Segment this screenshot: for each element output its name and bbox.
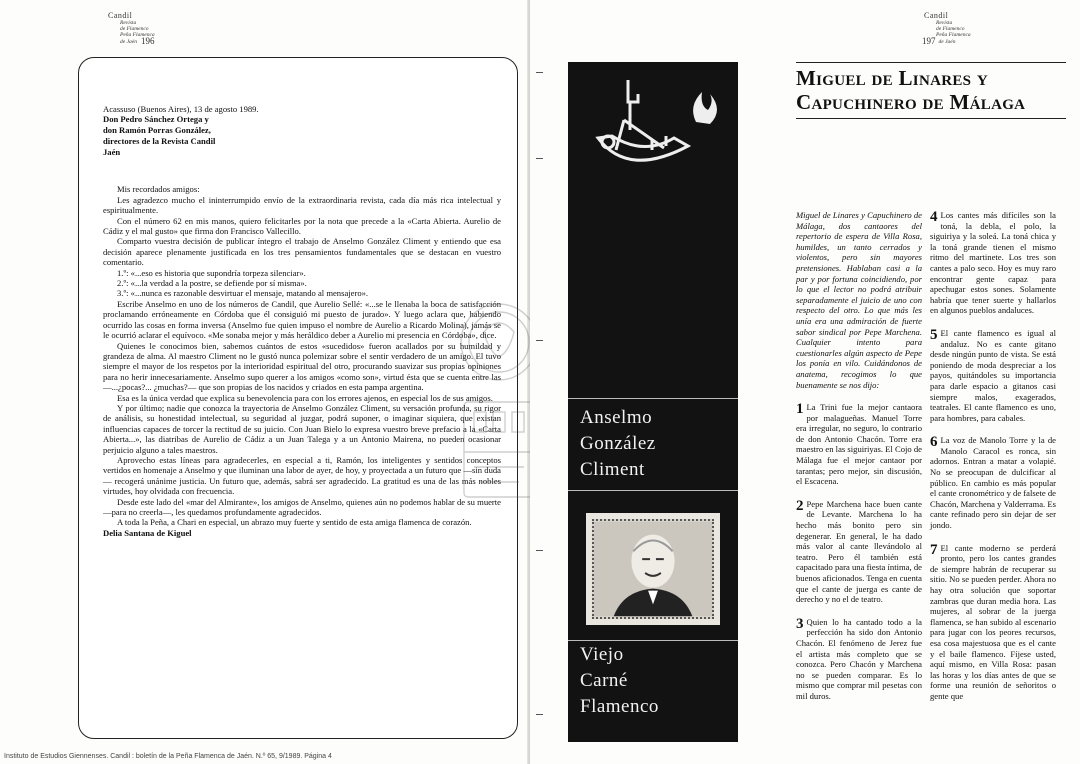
article-item-1 — [796, 402, 922, 487]
item-number: 5 — [930, 326, 938, 343]
recipient-line: Jaén — [103, 147, 121, 158]
item-number: 4 — [930, 209, 938, 225]
item-number: 2 — [796, 497, 804, 514]
portrait-photo — [592, 519, 714, 619]
letter-paragraph: Mis recordados amigos: — [117, 184, 200, 195]
masthead-right — [922, 12, 971, 45]
intro-paragraph: Miguel de Linares y Capuchinero de Málaga, dos cantaores del repertorio de espera de Villa Rosa, humildes, un tanto cerrados y violentos, pero sin mayores pretensiones. Hablaban casi a la par y por fortuna coincidiendo, por lo que el lector no podrá atribuir separadamente el juicio de uno con respecto del otro. Lo que más les unía era una admiración de fuerte sabor sindical por Pepe Marchena. Cualquier intento para cuestionarles algún aspecto de Pepe los ponía en vilo. Cuidándonos de anatema, recogimos lo que buenamente se nos dijo: — [796, 210, 922, 390]
recipient-line: Don Pedro Sánchez Ortega y — [103, 114, 209, 125]
recipient-line: directores de la Revista Candil — [103, 136, 216, 147]
margin-mark — [536, 340, 543, 341]
article-title-line: Miguel de Linares y — [796, 66, 988, 90]
item-text: Quien lo ha cantado todo a la perfección ha sido don Antonio Chacón. El fenómeno de Jerez fue el artista más completo que se conozca. Pero Chacón y Marchena no se pueden comparar. Es lo mismo que comprar mil pesetas con mil duros. — [796, 616, 922, 701]
recipient-line: don Ramón Porras González, — [103, 125, 211, 136]
band-name-line: González — [580, 433, 656, 454]
dateline: Acassuso (Buenos Aires), 13 de agosto 1989. — [103, 104, 259, 114]
item-number: 1 — [796, 401, 804, 418]
item-text: La voz de Manolo Torre y la de Manolo Caracol es ronca, sin adornos. Entran a matar a volapié. No se preocupan de dulcificar al público. En cambio es más popular el cante cronométrico y de falsete de Chacón, Marchena y Valderrama. Es cante refinado pero sin dejar de ser jondo. — [930, 435, 1056, 531]
masthead-sub: Peña Flamenca — [120, 31, 155, 38]
band-rule — [568, 398, 738, 399]
band-section — [580, 642, 659, 720]
candil-lamp-icon — [568, 80, 738, 180]
band-section-line: Viejo — [580, 644, 624, 665]
item-number: 6 — [930, 434, 938, 451]
title-rule — [796, 118, 1066, 119]
masthead-title: Candil — [108, 11, 133, 20]
title-rule — [796, 62, 1066, 63]
band-section-line: Flamenco — [580, 696, 659, 717]
item-number: 3 — [796, 615, 804, 632]
letter-paragraph: Esa es la única verdad que explica su benevolencia para con los errores ajenos, en especial los de sus amigos. — [117, 392, 493, 403]
item-text: El cante flamenco es igual al andaluz. No es cante gitano desde ningún punto de vista. Se está poniendo de moda despreciar a los payos, quitándoles su importancia para darle espacio a gitanos casi siempre malos, exagerados, teatrales. El cante flamenco es uno, para hombres, para cabales. — [930, 327, 1056, 423]
signature: Delia Santana de Kiguel — [103, 527, 192, 538]
item-text: El cante moderno se perderá pronto, pero los cantes grandes de siempre habrán de recuperar su sitio. No se pueden perder. Ahora no hay otra solución que soportar zambras que duran media hora. Las mujeres, al sobrar de la juerga flamenca, se han subido al escenario para jugar con los peores recursos, esa cosa majestuosa que es el cante y el baile flamenco. Fíjese usted, aquí mismo, en Villa Rosa: pasan las horas y los días antes de que se forme una reunión de señoritos o gente que — [930, 542, 1056, 701]
masthead-left — [108, 12, 155, 45]
letter-paragraph: Aprovecho estas líneas para agradecerles, en especial a ti, Ramón, los inteligentes y sentidos conceptos vertidos en homenaje a Anselmo y que iluminan una labor de ayer, de hoy, y proyectada a un futuro que —sin duda— recogerá unánime justicia. Un futuro que, además, sabrá ser agradecido. La gratitud es una de las más nobles virtudes, hoy olvidada con frecuencia. — [103, 454, 501, 497]
letter-paragraph: Les agradezco mucho el ininterrumpido envío de la extraordinaria revista, cada día más rica intelectual y espiritualmente. — [103, 194, 501, 216]
letter-paragraph: Comparto vuestra decisión de publicar íntegro el trabajo de Anselmo González Climent y entiendo que esa decisión aparece plenamente justificada en los tres pensamientos fundamentales que se destacan en vuestro comentario. — [103, 236, 501, 268]
article-item-4 — [930, 210, 1056, 316]
article-column-2 — [930, 210, 1056, 714]
band-rule — [568, 490, 738, 491]
letter-paragraph: A toda la Peña, a Chari en especial, un abrazo muy fuerte y sentido de esta amiga flamenca de corazón. — [117, 517, 472, 528]
letter-paragraph: 3.º: «...nunca es razonable desvirtuar el mensaje, matando al mensajero». — [117, 288, 369, 299]
letter-body — [103, 104, 501, 538]
right-page — [530, 0, 1080, 764]
band-name-line: Climent — [580, 459, 645, 480]
article-title-line: Capuchinero de Málaga — [796, 90, 1026, 114]
article-item-5 — [930, 328, 1056, 423]
letter-paragraph: Escribe Anselmo en uno de los números de Candil, que Aurelio Sellé: «...se le llenaba la boca de satisfacción proclamando erróneamente en Córdoba que él consiguió mi puesto de jurado». Y luego aclara que, habiendo ocurrido las cosas en forma inversa (Anselmo fue quien impuso el nombre de Aurelio a Ricardo Molina), jamás se le ocurrió aclarar el equívoco. «Me sonaba mejor y más heráldico deber a Aurelio mi presencia en Córdoba», dice. — [103, 298, 501, 341]
masthead-sub: de Flamenco — [120, 25, 149, 32]
portrait-person-icon — [594, 521, 712, 617]
masthead-sub: de Flamenco — [936, 25, 965, 32]
portrait-frame — [586, 513, 720, 625]
article-item-6 — [930, 435, 1056, 530]
margin-mark — [536, 72, 543, 73]
item-text: Pepe Marchena hace buen cante de Levante. Marchena lo ha hecho más bonito pero sin degenerar. En general, le ha dado más valor al cante llevándolo al teatro. Pero él también está capacitado para una fiesta íntima, de buenos aficionados. Tenga en cuenta que el cante de juerga es cante de derecho y no el de teatro. — [796, 498, 922, 605]
item-text: La Trini fue la mejor cantaora por malagueñas. Manuel Torre era irregular, no seguro, lo contrario de don Antonio Chacón. Torre era maestro en las siguiriyas. El Cojo de Málaga fue el mejor cantaor por tarantas; pero mejor, sin discusión, el Escacena. — [796, 402, 922, 487]
masthead-sub: Revista — [120, 19, 137, 26]
page-number: 197 — [922, 35, 936, 46]
letter-paragraph: Quienes le conocimos bien, sabemos cuántos de estos «sucedidos» fueron acallados por su humildad y grandeza de alma. Al maestro Climent no le gustó nunca polemizar sobre el sentir verdadero de un amigo. El tuvo siempre el mayor de los respetos por la interioridad espiritual del otro, procurando suavizar sus propias opiniones para no herir innecesariamente. Anselmo supo querer a los amigos «como son», virtud ésta que se cuenta entre las —...¿pocas?... ¿muchas?— que son propias de los nacidos y criados en esta pampa argentina. — [103, 340, 501, 393]
margin-mark — [536, 714, 543, 715]
letter-paragraph: 1.º: «...eso es historia que supondría torpeza silenciar». — [117, 267, 306, 278]
footer-citation: Instituto de Estudios Giennenses. Candil : boletín de la Peña Flamenca de Jaén. N.º 65, 9/1989. Página 4 — [4, 753, 332, 760]
article-item-2 — [796, 499, 922, 605]
masthead-title: Candil — [924, 11, 949, 20]
band-section-line: Carné — [580, 670, 628, 691]
letter-paragraph: 2.º: «...la verdad a la postre, se defiende por sí misma». — [117, 278, 307, 289]
masthead-sub: de Jaén — [938, 39, 956, 45]
letter-paragraph: Desde este lado del «mar del Almirante», los amigos de Anselmo, quienes aún no podemos hablar de su muerte —para no creerla—, les quedamos profundamente agradecidos. — [103, 496, 501, 517]
article-title — [796, 66, 1025, 114]
band-name-line: Anselmo — [580, 407, 653, 428]
masthead-sub: Peña Flamenca — [936, 31, 971, 38]
article-item-7 — [930, 543, 1056, 702]
letter-paragraph: Con el número 62 en mis manos, quiero felicitarles por la nota que precede a la «Carta Abierta. Aurelio de Cádiz y el mal gusto» que firma don Francisco Vallecillo. — [103, 215, 501, 237]
article-column-1 — [796, 210, 922, 714]
margin-mark — [536, 550, 543, 551]
item-number: 7 — [930, 541, 938, 558]
masthead-sub: de Jaén — [120, 39, 137, 45]
article-item-3 — [796, 617, 922, 702]
letter-paragraph: Y por último; nadie que conozca la trayectoria de Anselmo González Climent, su versación profunda, su rigor de análisis, su honestidad intelectual, su seguridad al juzgar, podrá suponer, o imaginar siquiera, que existan influencias capaces de torcer la rectitud de su juicio. Con Juan Bielo lo expresa vuestro breve prefacio a la «Carta Abierta...», las diatribas de Aurelio de Cádiz a un Juan Talega y a un Antonio Mairena, no pueden ocasionar perjuicio alguno a tales maestros. — [103, 402, 501, 455]
band-rule — [568, 640, 738, 641]
item-text: Los cantes más difíciles son la toná, la debla, el polo, la siguiriya y la soleá. La toná chica y la toná grande tienen el mismo ritmo del martinete. Los tres son cantes a palo seco. Hoy es muy raro encontrar gente capaz para apechugar estos sones. Solamente habría que tener suerte y hallarlos en algunos pueblos andaluces. — [930, 210, 1056, 316]
recipients — [103, 114, 501, 158]
page-number: 196 — [140, 35, 155, 46]
band-name — [580, 405, 656, 483]
masthead-sub: Revista — [936, 19, 953, 26]
margin-mark — [536, 158, 543, 159]
